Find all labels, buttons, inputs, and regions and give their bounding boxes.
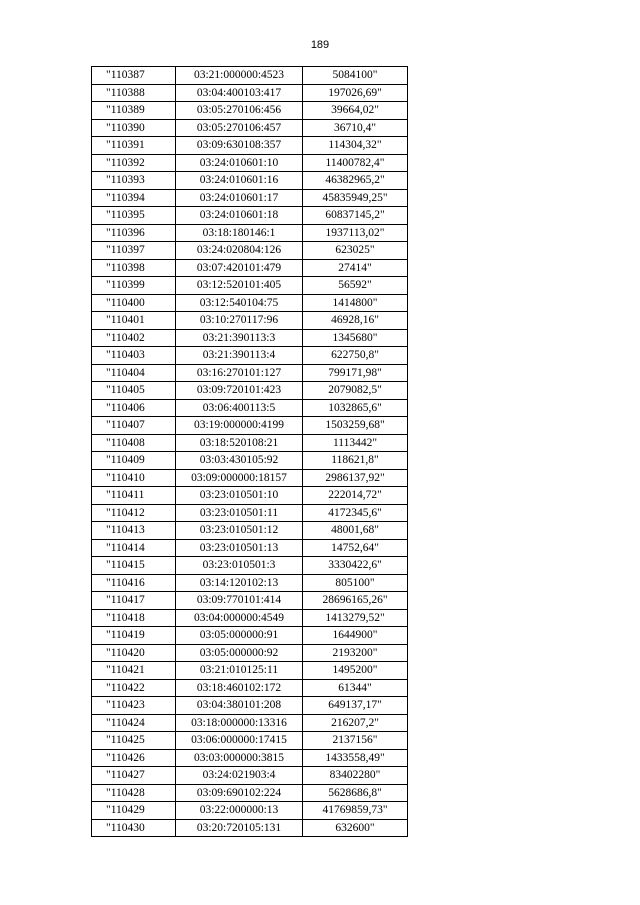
value-cell: 45835949,25" bbox=[303, 189, 408, 207]
table-row bbox=[92, 627, 408, 645]
value-cell: 2193200" bbox=[303, 644, 408, 662]
table-row bbox=[92, 119, 408, 137]
record-number-cell: "110401 bbox=[92, 312, 176, 330]
table-row bbox=[92, 102, 408, 120]
cadastral-number-cell: 03:05:000000:91 bbox=[176, 627, 303, 645]
value-cell: 11400782,4" bbox=[303, 154, 408, 172]
cadastral-number-cell: 03:23:010501:10 bbox=[176, 487, 303, 505]
table-row bbox=[92, 767, 408, 785]
table-row bbox=[92, 172, 408, 190]
table-row bbox=[92, 469, 408, 487]
table-row bbox=[92, 487, 408, 505]
record-number-cell: "110429 bbox=[92, 802, 176, 820]
value-cell: 1937113,02" bbox=[303, 224, 408, 242]
record-number-cell: "110406 bbox=[92, 399, 176, 417]
cadastral-number-cell: 03:06:000000:17415 bbox=[176, 732, 303, 750]
value-cell: 60837145,2" bbox=[303, 207, 408, 225]
cadastral-number-cell: 03:06:400113:5 bbox=[176, 399, 303, 417]
value-cell: 1414800" bbox=[303, 294, 408, 312]
record-number-cell: "110425 bbox=[92, 732, 176, 750]
value-cell: 1113442" bbox=[303, 434, 408, 452]
record-number-cell: "110426 bbox=[92, 749, 176, 767]
value-cell: 28696165,26" bbox=[303, 592, 408, 610]
value-cell: 61344" bbox=[303, 679, 408, 697]
value-cell: 632600" bbox=[303, 819, 408, 837]
value-cell: 27414" bbox=[303, 259, 408, 277]
value-cell: 2079082,5" bbox=[303, 382, 408, 400]
cadastral-number-cell: 03:22:000000:13 bbox=[176, 802, 303, 820]
cadastral-number-cell: 03:05:270106:456 bbox=[176, 102, 303, 120]
table-row bbox=[92, 207, 408, 225]
cadastral-number-cell: 03:09:720101:423 bbox=[176, 382, 303, 400]
table-row bbox=[92, 522, 408, 540]
table-row bbox=[92, 242, 408, 260]
cadastral-number-cell: 03:04:000000:4549 bbox=[176, 609, 303, 627]
cadastral-number-cell: 03:21:010125:11 bbox=[176, 662, 303, 680]
value-cell: 4172345,6" bbox=[303, 504, 408, 522]
table-row bbox=[92, 714, 408, 732]
table-row bbox=[92, 574, 408, 592]
table-row bbox=[92, 329, 408, 347]
cadastral-number-cell: 03:18:000000:13316 bbox=[176, 714, 303, 732]
record-number-cell: "110414 bbox=[92, 539, 176, 557]
record-number-cell: "110387 bbox=[92, 67, 176, 85]
record-number-cell: "110411 bbox=[92, 487, 176, 505]
cadastral-number-cell: 03:03:430105:92 bbox=[176, 452, 303, 470]
value-cell: 1032865,6" bbox=[303, 399, 408, 417]
cadastral-number-cell: 03:09:690102:224 bbox=[176, 784, 303, 802]
record-number-cell: "110427 bbox=[92, 767, 176, 785]
cadastral-number-cell: 03:23:010501:3 bbox=[176, 557, 303, 575]
table-row bbox=[92, 154, 408, 172]
cadastral-number-cell: 03:04:380101:208 bbox=[176, 697, 303, 715]
record-number-cell: "110398 bbox=[92, 259, 176, 277]
cadastral-number-cell: 03:24:010601:17 bbox=[176, 189, 303, 207]
record-number-cell: "110403 bbox=[92, 347, 176, 365]
record-number-cell: "110390 bbox=[92, 119, 176, 137]
record-number-cell: "110415 bbox=[92, 557, 176, 575]
value-cell: 83402280" bbox=[303, 767, 408, 785]
table-row bbox=[92, 557, 408, 575]
table-row bbox=[92, 364, 408, 382]
table-row bbox=[92, 784, 408, 802]
registry-table bbox=[91, 66, 408, 837]
record-number-cell: "110412 bbox=[92, 504, 176, 522]
value-cell: 623025" bbox=[303, 242, 408, 260]
record-number-cell: "110389 bbox=[92, 102, 176, 120]
record-number-cell: "110391 bbox=[92, 137, 176, 155]
value-cell: 39664,02" bbox=[303, 102, 408, 120]
table-row bbox=[92, 347, 408, 365]
cadastral-number-cell: 03:24:010601:10 bbox=[176, 154, 303, 172]
cadastral-number-cell: 03:24:020804:126 bbox=[176, 242, 303, 260]
table-row bbox=[92, 434, 408, 452]
record-number-cell: "110423 bbox=[92, 697, 176, 715]
table-row bbox=[92, 749, 408, 767]
record-number-cell: "110404 bbox=[92, 364, 176, 382]
record-number-cell: "110407 bbox=[92, 417, 176, 435]
value-cell: 805100" bbox=[303, 574, 408, 592]
record-number-cell: "110424 bbox=[92, 714, 176, 732]
table-row bbox=[92, 224, 408, 242]
table-row bbox=[92, 294, 408, 312]
table-row bbox=[92, 399, 408, 417]
cadastral-number-cell: 03:21:000000:4523 bbox=[176, 67, 303, 85]
value-cell: 46382965,2" bbox=[303, 172, 408, 190]
table-row bbox=[92, 417, 408, 435]
record-number-cell: "110405 bbox=[92, 382, 176, 400]
value-cell: 1495200" bbox=[303, 662, 408, 680]
value-cell: 799171,98" bbox=[303, 364, 408, 382]
cadastral-number-cell: 03:09:000000:18157 bbox=[176, 469, 303, 487]
cadastral-number-cell: 03:07:420101:479 bbox=[176, 259, 303, 277]
record-number-cell: "110413 bbox=[92, 522, 176, 540]
value-cell: 622750,8" bbox=[303, 347, 408, 365]
value-cell: 1644900" bbox=[303, 627, 408, 645]
cadastral-number-cell: 03:24:021903:4 bbox=[176, 767, 303, 785]
table-row bbox=[92, 679, 408, 697]
cadastral-number-cell: 03:10:270117:96 bbox=[176, 312, 303, 330]
record-number-cell: "110393 bbox=[92, 172, 176, 190]
cadastral-number-cell: 03:23:010501:12 bbox=[176, 522, 303, 540]
cadastral-number-cell: 03:09:770101:414 bbox=[176, 592, 303, 610]
value-cell: 48001,68" bbox=[303, 522, 408, 540]
value-cell: 41769859,73" bbox=[303, 802, 408, 820]
table-row bbox=[92, 802, 408, 820]
value-cell: 197026,69" bbox=[303, 84, 408, 102]
record-number-cell: "110392 bbox=[92, 154, 176, 172]
table-row bbox=[92, 452, 408, 470]
cadastral-number-cell: 03:18:520108:21 bbox=[176, 434, 303, 452]
cadastral-number-cell: 03:05:000000:92 bbox=[176, 644, 303, 662]
table-row bbox=[92, 84, 408, 102]
cadastral-number-cell: 03:18:460102:172 bbox=[176, 679, 303, 697]
cadastral-number-cell: 03:20:720105:131 bbox=[176, 819, 303, 837]
cadastral-number-cell: 03:18:180146:1 bbox=[176, 224, 303, 242]
value-cell: 46928,16" bbox=[303, 312, 408, 330]
record-number-cell: "110430 bbox=[92, 819, 176, 837]
table-row bbox=[92, 382, 408, 400]
value-cell: 5084100" bbox=[303, 67, 408, 85]
record-number-cell: "110395 bbox=[92, 207, 176, 225]
record-number-cell: "110388 bbox=[92, 84, 176, 102]
cadastral-number-cell: 03:24:010601:18 bbox=[176, 207, 303, 225]
cadastral-number-cell: 03:24:010601:16 bbox=[176, 172, 303, 190]
value-cell: 56592" bbox=[303, 277, 408, 295]
table-row bbox=[92, 277, 408, 295]
record-number-cell: "110410 bbox=[92, 469, 176, 487]
value-cell: 36710,4" bbox=[303, 119, 408, 137]
cadastral-number-cell: 03:19:000000:4199 bbox=[176, 417, 303, 435]
cadastral-number-cell: 03:23:010501:11 bbox=[176, 504, 303, 522]
table-row bbox=[92, 819, 408, 837]
table-row bbox=[92, 732, 408, 750]
cadastral-number-cell: 03:21:390113:3 bbox=[176, 329, 303, 347]
table-row bbox=[92, 67, 408, 85]
table-row bbox=[92, 504, 408, 522]
record-number-cell: "110417 bbox=[92, 592, 176, 610]
cadastral-number-cell: 03:16:270101:127 bbox=[176, 364, 303, 382]
cadastral-number-cell: 03:23:010501:13 bbox=[176, 539, 303, 557]
value-cell: 1413279,52" bbox=[303, 609, 408, 627]
cadastral-number-cell: 03:12:540104:75 bbox=[176, 294, 303, 312]
table-row bbox=[92, 259, 408, 277]
record-number-cell: "110416 bbox=[92, 574, 176, 592]
registry-table-body bbox=[92, 67, 408, 837]
record-number-cell: "110418 bbox=[92, 609, 176, 627]
cadastral-number-cell: 03:04:400103:417 bbox=[176, 84, 303, 102]
value-cell: 1503259,68" bbox=[303, 417, 408, 435]
record-number-cell: "110402 bbox=[92, 329, 176, 347]
table-row bbox=[92, 539, 408, 557]
cadastral-number-cell: 03:05:270106:457 bbox=[176, 119, 303, 137]
value-cell: 114304,32" bbox=[303, 137, 408, 155]
value-cell: 14752,64" bbox=[303, 539, 408, 557]
cadastral-number-cell: 03:03:000000:3815 bbox=[176, 749, 303, 767]
record-number-cell: "110400 bbox=[92, 294, 176, 312]
record-number-cell: "110394 bbox=[92, 189, 176, 207]
cadastral-number-cell: 03:12:520101:405 bbox=[176, 277, 303, 295]
value-cell: 1345680" bbox=[303, 329, 408, 347]
value-cell: 1433558,49" bbox=[303, 749, 408, 767]
page-number: 189 bbox=[310, 39, 330, 51]
table-row bbox=[92, 644, 408, 662]
table-row bbox=[92, 697, 408, 715]
table-row bbox=[92, 312, 408, 330]
value-cell: 2137156" bbox=[303, 732, 408, 750]
record-number-cell: "110420 bbox=[92, 644, 176, 662]
value-cell: 216207,2" bbox=[303, 714, 408, 732]
value-cell: 118621,8" bbox=[303, 452, 408, 470]
value-cell: 2986137,92" bbox=[303, 469, 408, 487]
cadastral-number-cell: 03:14:120102:13 bbox=[176, 574, 303, 592]
table-row bbox=[92, 137, 408, 155]
table-row bbox=[92, 592, 408, 610]
record-number-cell: "110428 bbox=[92, 784, 176, 802]
table-row bbox=[92, 662, 408, 680]
record-number-cell: "110399 bbox=[92, 277, 176, 295]
value-cell: 649137,17" bbox=[303, 697, 408, 715]
record-number-cell: "110419 bbox=[92, 627, 176, 645]
record-number-cell: "110396 bbox=[92, 224, 176, 242]
record-number-cell: "110409 bbox=[92, 452, 176, 470]
value-cell: 222014,72" bbox=[303, 487, 408, 505]
record-number-cell: "110421 bbox=[92, 662, 176, 680]
record-number-cell: "110422 bbox=[92, 679, 176, 697]
record-number-cell: "110408 bbox=[92, 434, 176, 452]
table-row bbox=[92, 189, 408, 207]
table-row bbox=[92, 609, 408, 627]
record-number-cell: "110397 bbox=[92, 242, 176, 260]
value-cell: 5628686,8" bbox=[303, 784, 408, 802]
cadastral-number-cell: 03:21:390113:4 bbox=[176, 347, 303, 365]
value-cell: 3330422,6" bbox=[303, 557, 408, 575]
cadastral-number-cell: 03:09:630108:357 bbox=[176, 137, 303, 155]
